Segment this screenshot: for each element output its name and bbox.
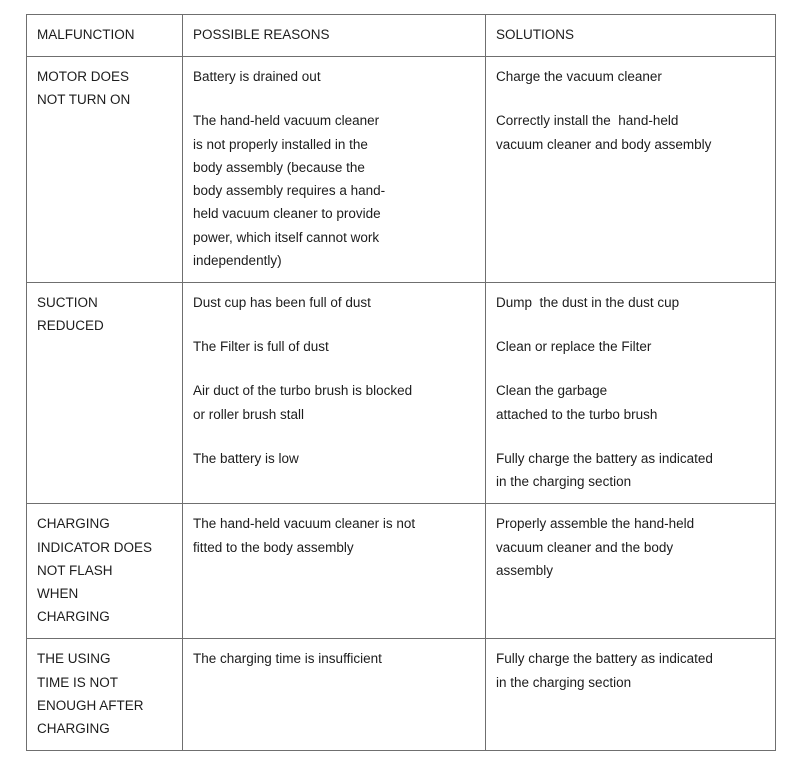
text-line: held vacuum cleaner to provide <box>193 206 381 222</box>
text-block <box>37 65 172 111</box>
text-block <box>37 647 172 740</box>
cell-reasons <box>183 639 486 751</box>
text-line: Air duct of the turbo brush is blocked <box>193 383 413 399</box>
text-line: TIME IS NOT <box>37 674 118 690</box>
column-header-solutions <box>486 15 776 57</box>
text-line: Charge the vacuum cleaner <box>496 69 662 85</box>
text-line: The Filter is full of dust <box>193 339 329 355</box>
cell-malfunction <box>27 639 183 751</box>
text-block <box>193 335 475 358</box>
text-line: The battery is low <box>193 450 299 466</box>
text-line: Properly assemble the hand-held <box>496 516 695 532</box>
text-line: ENOUGH AFTER <box>37 697 144 713</box>
cell-malfunction <box>27 57 183 283</box>
text-block <box>37 512 172 628</box>
text-line: power, which itself cannot work <box>193 229 380 245</box>
text-block <box>496 109 765 155</box>
text-line: Dump the dust in the dust cup <box>496 294 680 310</box>
text-line: Fully charge the battery as indicated <box>496 651 713 667</box>
cell-solutions <box>486 282 776 503</box>
cell-reasons <box>183 504 486 639</box>
text-line: Battery is drained out <box>193 69 321 85</box>
cell-solutions <box>486 57 776 283</box>
column-header-solutions-label: SOLUTIONS <box>496 27 575 42</box>
table-row <box>27 639 776 751</box>
text-line: NOT FLASH <box>37 562 113 578</box>
troubleshooting-table <box>26 14 776 751</box>
text-line: Dust cup has been full of dust <box>193 294 371 310</box>
text-line: INDICATOR DOES <box>37 539 153 555</box>
table-header <box>27 15 776 57</box>
text-block <box>193 291 475 314</box>
text-line: body assembly requires a hand- <box>193 183 386 199</box>
text-line: CHARGING <box>37 609 110 625</box>
cell-malfunction <box>27 282 183 503</box>
text-block <box>37 291 172 337</box>
text-line: vacuum cleaner and the body <box>496 539 674 555</box>
column-header-malfunction <box>27 15 183 57</box>
text-line: NOT TURN ON <box>37 92 131 108</box>
table-row <box>27 282 776 503</box>
text-line: is not properly installed in the <box>193 136 368 152</box>
text-line: or roller brush stall <box>193 406 305 422</box>
text-block <box>496 335 765 358</box>
text-line: independently) <box>193 252 282 268</box>
text-line: vacuum cleaner and body assembly <box>496 136 712 152</box>
text-line: Correctly install the hand-held <box>496 113 679 129</box>
text-line: The charging time is insufficient <box>193 651 382 667</box>
text-line: WHEN <box>37 585 79 601</box>
column-header-possible-reasons-label: POSSIBLE REASONS <box>193 27 330 42</box>
table-row <box>27 57 776 283</box>
text-line: Clean the garbage <box>496 383 608 399</box>
text-block <box>193 447 475 470</box>
column-header-possible-reasons <box>183 15 486 57</box>
cell-malfunction <box>27 504 183 639</box>
text-block <box>496 647 765 693</box>
text-block <box>193 647 475 670</box>
cell-reasons <box>183 57 486 283</box>
text-block <box>193 379 475 425</box>
table-body <box>27 57 776 751</box>
text-line: CHARGING <box>37 721 110 737</box>
text-block <box>193 512 475 558</box>
text-block <box>496 512 765 582</box>
text-line: SUCTION <box>37 294 98 310</box>
text-block <box>193 109 475 272</box>
cell-solutions <box>486 504 776 639</box>
text-line: in the charging section <box>496 674 632 690</box>
text-block <box>496 447 765 493</box>
text-line: fitted to the body assembly <box>193 539 354 555</box>
column-header-malfunction-label: MALFUNCTION <box>37 27 135 42</box>
cell-reasons <box>183 282 486 503</box>
text-line: THE USING <box>37 651 111 667</box>
text-line: attached to the turbo brush <box>496 406 658 422</box>
text-line: MOTOR DOES <box>37 69 130 85</box>
text-line: body assembly (because the <box>193 159 365 175</box>
text-line: REDUCED <box>37 318 104 334</box>
cell-solutions <box>486 639 776 751</box>
text-line: Fully charge the battery as indicated <box>496 450 713 466</box>
text-block <box>193 65 475 88</box>
text-line: The hand-held vacuum cleaner is not <box>193 516 416 532</box>
table-header-row <box>27 15 776 57</box>
text-line: The hand-held vacuum cleaner <box>193 113 380 129</box>
text-line: Clean or replace the Filter <box>496 339 652 355</box>
text-block <box>496 291 765 314</box>
text-line: in the charging section <box>496 474 632 490</box>
text-block <box>496 65 765 88</box>
text-line: CHARGING <box>37 516 110 532</box>
table-row <box>27 504 776 639</box>
text-block <box>496 379 765 425</box>
text-line: assembly <box>496 562 554 578</box>
